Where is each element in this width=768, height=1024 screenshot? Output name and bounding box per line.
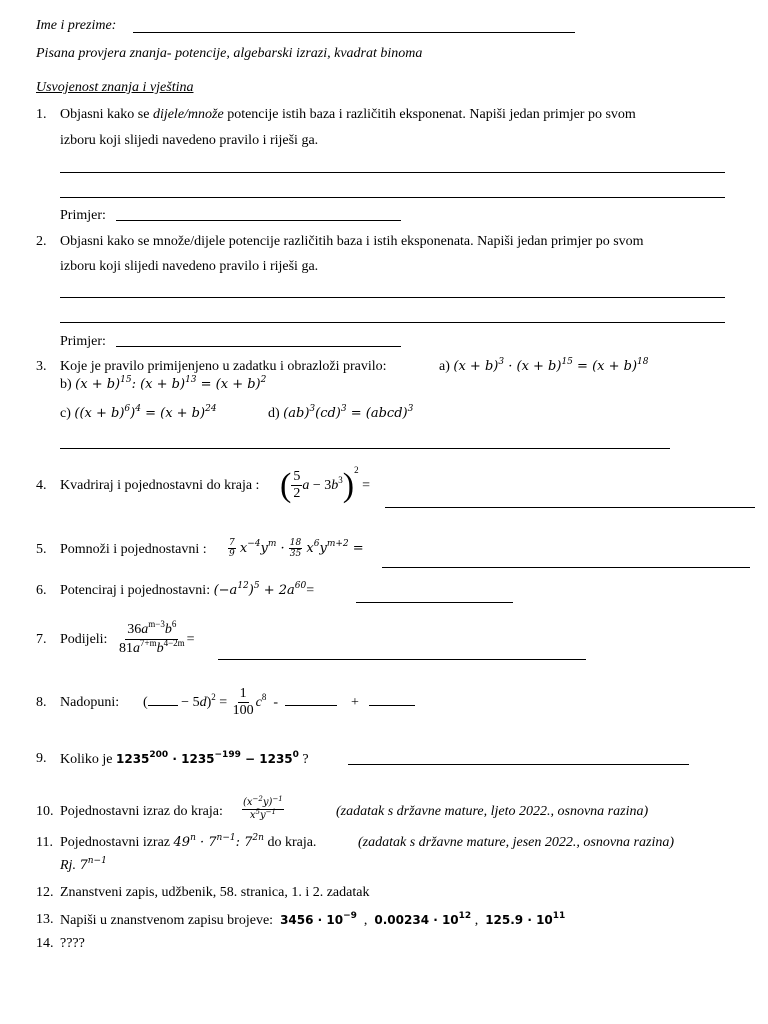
q7-expression: $\frac{36a^{m-3}b^6}{81a^{7+m}b^{4-2m}}$ = xyxy=(119,619,195,657)
q3-answer-line[interactable] xyxy=(60,448,670,449)
q1-answer-line[interactable] xyxy=(60,172,725,173)
q10-text: Pojednostavni izraz do kraja: xyxy=(60,804,223,819)
q11-answer: Rj. $7^{n-1}$ xyxy=(60,856,107,873)
q1-answer-line[interactable] xyxy=(60,197,725,198)
q2-number: 2. xyxy=(36,234,47,249)
q5-expression: $\frac{7}{9}$ $x^{-4}y^m$ · $\frac{18}{35}$ $x^6y^{m+2}$ = xyxy=(229,538,364,559)
q3-item-a: a) $(x + b)^3 \cdot (x + b)^{15} = (x + b)^{18}$ xyxy=(439,357,649,374)
q5-answer-line[interactable] xyxy=(382,567,750,568)
q4-expression: ( $\frac{5}{2}$ $a - 3b^3)^2$ = xyxy=(280,465,370,504)
q2-example-line[interactable] xyxy=(116,346,401,347)
q3-item-d: d) (ab)$^3$(cd)$^3$ = (abcd)$^3$ xyxy=(268,404,414,421)
q10-number: 10. xyxy=(36,804,54,819)
q4-text: Kvadriraj i pojednostavni do kraja : xyxy=(60,478,260,493)
q1-example-label: Primjer: xyxy=(60,208,106,223)
q12-number: 12. xyxy=(36,885,54,900)
q14-text: ???? xyxy=(60,936,85,951)
q10-source-note: (zadatak s državne mature, ljeto 2022., osnovna razina) xyxy=(336,804,649,819)
q8-expression: ( − 5d)$^2$ = $\frac{1}{100}$ $c^8$ - + xyxy=(143,686,415,720)
q9-number: 9. xyxy=(36,751,47,766)
q10-expression: $\frac{(x^{-2}y)^{-1}}{x^5y^{-1}}$ xyxy=(243,795,283,822)
q6-text: Potenciraj i pojednostavni: $(-a^{12})^5 + 2a^{60}=$ xyxy=(60,581,315,598)
q2-text: Objasni kako se množe/dijele potencije različitih baza i istih eksponenata. Napiši jedan primjer po svom xyxy=(60,234,644,249)
q12-text: Znanstveni zapis, udžbenik, 58. stranica, 1. i 2. zadatak xyxy=(60,885,370,900)
q4-number: 4. xyxy=(36,478,47,493)
q7-answer-line[interactable] xyxy=(218,659,586,660)
q3-text: Koje je pravilo primijenjeno u zadatku i obrazloži pravilo: xyxy=(60,359,387,374)
q8-number: 8. xyxy=(36,695,47,710)
q13-number: 13. xyxy=(36,912,54,927)
name-label: Ime i prezime: xyxy=(36,18,117,33)
q11-number: 11. xyxy=(36,835,53,850)
q11-source-note: (zadatak s državne mature, jesen 2022., osnovna razina) xyxy=(358,835,675,850)
q8-text: Nadopuni: xyxy=(60,695,120,710)
q8-blank[interactable] xyxy=(285,695,337,706)
q3-item-b: b) $(x + b)^{15}$: $(x + b)^{13} = (x + b)^2$ xyxy=(60,375,267,392)
q6-number: 6. xyxy=(36,583,47,598)
q4-answer-line[interactable] xyxy=(385,507,755,508)
q6-answer-line[interactable] xyxy=(356,602,513,603)
section-heading: Usvojenost znanja i vještina xyxy=(36,80,194,95)
q2-answer-line[interactable] xyxy=(60,322,725,323)
q2-example-label: Primjer: xyxy=(60,334,106,349)
q3-item-c: c) $((x + b)^6)^4 = (x + b)^{24}$ xyxy=(60,404,217,421)
q1-text-line2: izboru koji slijedi navedeno pravilo i riješi ga. xyxy=(60,133,319,148)
q3-number: 3. xyxy=(36,359,47,374)
page-title: Pisana provjera znanja- potencije, algebarski izrazi, kvadrat binoma xyxy=(36,46,423,61)
q8-blank[interactable] xyxy=(369,695,415,706)
q1-text: Objasni kako se dijele/množe potencije istih baza i različitih eksponenat. Napiši jedan primjer po svom xyxy=(60,107,636,122)
q7-text: Podijeli: xyxy=(60,632,108,647)
q5-number: 5. xyxy=(36,542,47,557)
q13-text: Napiši u znanstvenom zapisu brojeve: $3456 \cdot 10^{-9}$ , $0.00234 \cdot 10^{12}$ , $125.9 \cdot 10^{11}$ xyxy=(60,911,566,928)
q2-answer-line[interactable] xyxy=(60,297,725,298)
q11-text: Pojednostavni izraz $49^n \cdot 7^{n-1}$: $7^{2n}$ do kraja. xyxy=(60,833,317,850)
q9-answer-line[interactable] xyxy=(348,764,689,765)
q7-number: 7. xyxy=(36,632,47,647)
name-input-line[interactable] xyxy=(133,32,575,33)
q1-number: 1. xyxy=(36,107,47,122)
q8-blank[interactable] xyxy=(148,695,178,706)
q14-number: 14. xyxy=(36,936,54,951)
q1-example-line[interactable] xyxy=(116,220,401,221)
q5-text: Pomnoži i pojednostavni : xyxy=(60,542,207,557)
q9-text: Koliko je $1235^{200} \cdot 1235^{-199} - 1235^0$ ? xyxy=(60,750,309,767)
q2-text-line2: izboru koji slijedi navedeno pravilo i riješi ga. xyxy=(60,259,319,274)
